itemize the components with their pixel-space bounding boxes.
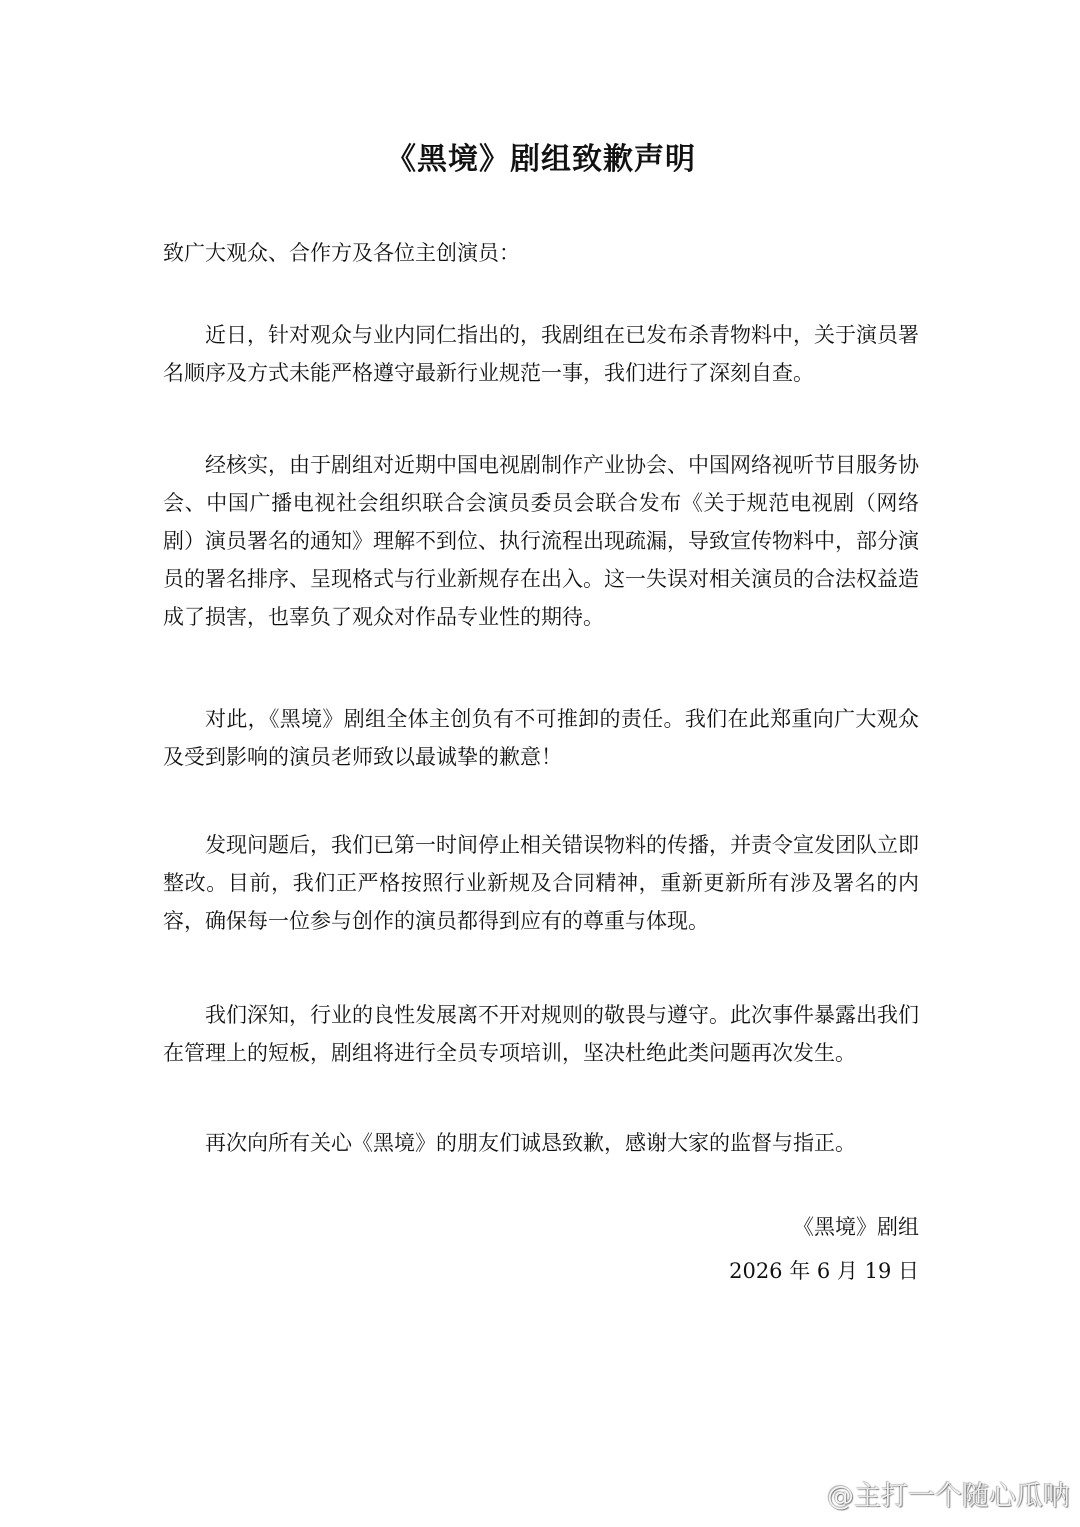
paragraph-2: 经核实，由于剧组对近期中国电视剧制作产业协会、中国网络视听节目服务协会、中国广播电视社会组织联合会演员委员会联合发布《关于规范电视剧（网络剧）演员署名的通知》理解不到位、执行流程出现疏漏，导致宣传物料中，部分演员的署名排序、呈现格式与行业新规存在出入。这一失误对相关演员的合法权益造成了损害，也辜负了观众对作品专业性的期待。	[163, 453, 919, 629]
paragraph-6: 再次向所有关心《黑境》的朋友们诚恳致歉，感谢大家的监督与指正。	[205, 1131, 856, 1155]
paragraph-4: 发现问题后，我们已第一时间停止相关错误物料的传播，并责令宣发团队立即整改。目前，我们正严格按照行业新规及合同精神，重新更新所有涉及署名的内容，确保每一位参与创作的演员都得到应有的尊重与体现。	[163, 833, 919, 933]
statement-document	[163, 0, 919, 1527]
watermark-text: @主打一个随心瓜呐	[827, 1481, 1070, 1512]
date: 2026 年 6 月 19 日	[729, 1259, 919, 1283]
weibo-watermark	[791, 1474, 1070, 1513]
weibo-icon	[791, 1482, 821, 1506]
signature: 《黑境》剧组	[793, 1215, 919, 1239]
paragraph-1: 近日，针对观众与业内同仁指出的，我剧组在已发布杀青物料中，关于演员署名顺序及方式未能严格遵守最新行业规范一事，我们进行了深刻自查。	[163, 323, 919, 385]
document-title: 《黑境》剧组致歉声明	[386, 142, 696, 177]
paragraph-3: 对此，《黑境》剧组全体主创负有不可推卸的责任。我们在此郑重向广大观众及受到影响的演员老师致以最诚挚的歉意！	[163, 707, 919, 769]
salutation: 致广大观众、合作方及各位主创演员：	[163, 241, 520, 265]
paragraph-5: 我们深知，行业的良性发展离不开对规则的敬畏与遵守。此次事件暴露出我们在管理上的短板，剧组将进行全员专项培训，坚决杜绝此类问题再次发生。	[163, 1003, 919, 1065]
